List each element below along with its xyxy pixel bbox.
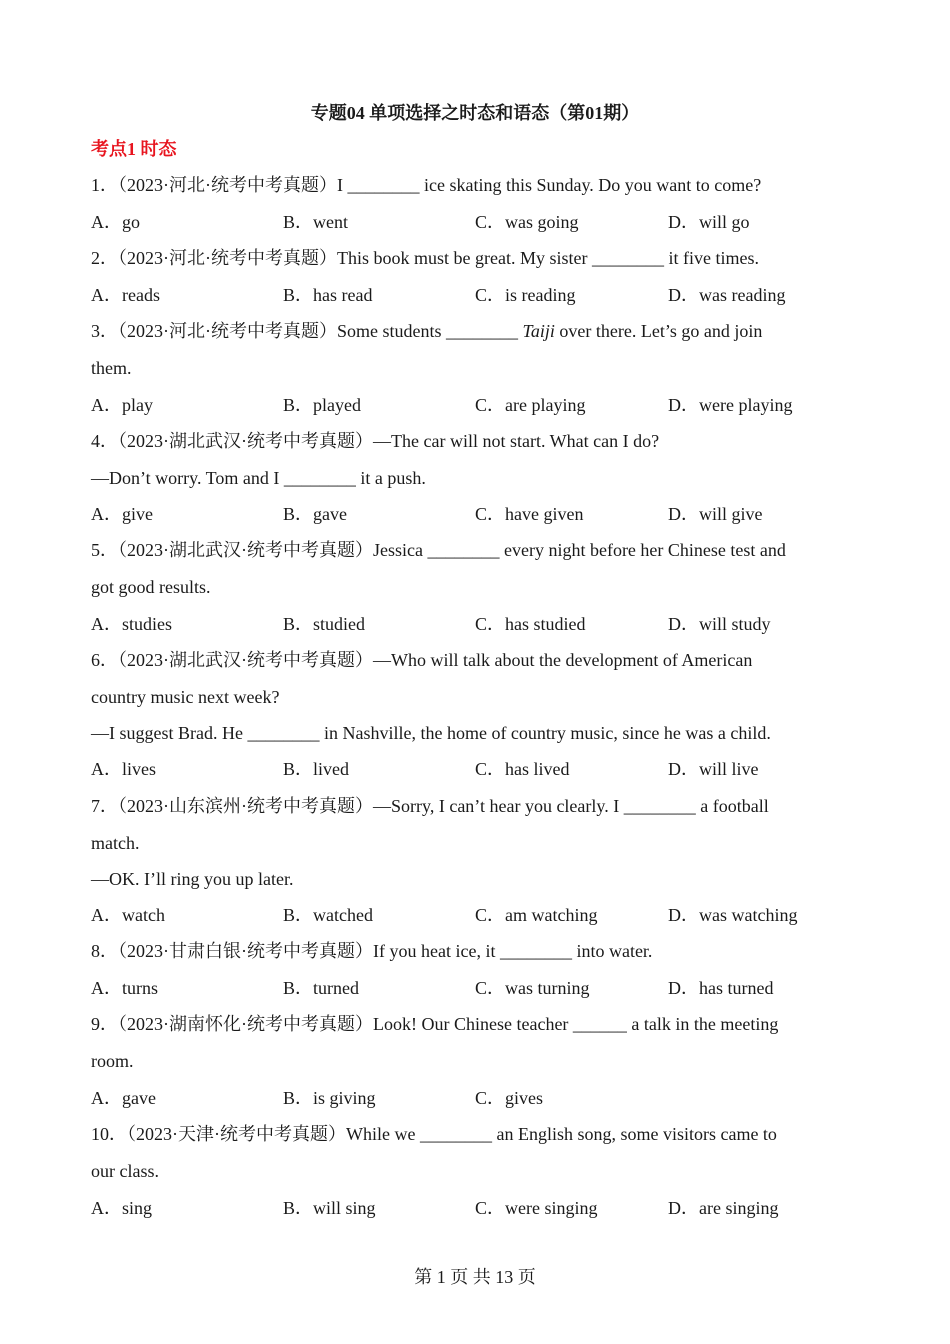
- option-a: A．reads: [91, 285, 160, 305]
- option-c: C．were singing: [475, 1198, 598, 1218]
- option-d: D．was reading: [668, 285, 786, 305]
- question-source: （2023·湖北武汉·统考中考真题）: [118, 431, 373, 451]
- page-title: 专题04 单项选择之时态和语态（第01期）: [310, 103, 640, 123]
- option-c: C．gives: [475, 1088, 544, 1108]
- option-b: B．lived: [283, 759, 349, 779]
- question-source: （2023·湖北武汉·统考中考真题）: [118, 540, 373, 560]
- question-text-continued: —OK. I’ll ring you up later.: [91, 869, 294, 889]
- question-number: 8．: [91, 941, 118, 961]
- question-8-stem: [91, 938, 652, 964]
- question-text-continued: country music next week?: [91, 687, 280, 707]
- option-a: A．play: [91, 395, 153, 415]
- option-d: D．was watching: [668, 905, 798, 925]
- question-6-stem: [91, 647, 752, 673]
- question-text: While we ________ an English song, some visitors came to: [346, 1124, 777, 1144]
- italic-term: Taiji: [522, 321, 555, 341]
- question-text-continued: match.: [91, 833, 140, 853]
- question-10-stem: [91, 1121, 777, 1147]
- option-b: B．has read: [283, 285, 373, 305]
- question-number: 4．: [91, 431, 118, 451]
- question-number: 5．: [91, 540, 118, 560]
- option-c: C．have given: [475, 504, 584, 524]
- option-a: A．studies: [91, 614, 172, 634]
- question-text: Look! Our Chinese teacher ______ a talk in the meeting: [373, 1014, 779, 1034]
- option-d: D．are singing: [668, 1198, 779, 1218]
- question-text-continued: got good results.: [91, 577, 211, 597]
- option-c: C．am watching: [475, 905, 598, 925]
- option-d: D．has turned: [668, 978, 774, 998]
- question-text: —Who will talk about the development of American: [373, 650, 753, 670]
- option-d: D．will give: [668, 504, 763, 524]
- option-a: A．sing: [91, 1198, 153, 1218]
- option-b: B．will sing: [283, 1198, 376, 1218]
- question-source: （2023·河北·统考中考真题）: [118, 175, 337, 195]
- question-text-continued: —Don’t worry. Tom and I ________ it a push.: [91, 468, 426, 488]
- question-1-stem: [91, 172, 761, 198]
- question-source: （2023·湖南怀化·统考中考真题）: [118, 1014, 373, 1034]
- question-text-continued: —I suggest Brad. He ________ in Nashville, the home of country music, since he was a child.: [91, 723, 771, 743]
- question-text: If you heat ice, it ________ into water.: [373, 941, 653, 961]
- option-c: C．was turning: [475, 978, 590, 998]
- option-a: A．turns: [91, 978, 158, 998]
- question-source: （2023·河北·统考中考真题）: [118, 248, 337, 268]
- question-text-continued: them.: [91, 358, 132, 378]
- question-text-continued: our class.: [91, 1161, 159, 1181]
- question-number: 9．: [91, 1014, 118, 1034]
- question-3-stem: [91, 318, 762, 344]
- option-b: B．gave: [283, 504, 347, 524]
- question-2-stem: [91, 245, 759, 271]
- question-number: 6．: [91, 650, 118, 670]
- option-c: C．are playing: [475, 395, 586, 415]
- question-text: —Sorry, I can’t hear you clearly. I ________ a football: [373, 796, 769, 816]
- question-text: over there. Let’s go and join: [554, 321, 763, 341]
- question-text: —The car will not start. What can I do?: [373, 431, 660, 451]
- option-d: D．will study: [668, 614, 771, 634]
- question-text-continued: room.: [91, 1051, 134, 1071]
- option-a: A．give: [91, 504, 153, 524]
- option-c: C．has lived: [475, 759, 570, 779]
- question-source: （2023·湖北武汉·统考中考真题）: [118, 650, 373, 670]
- question-text: I ________ ice skating this Sunday. Do you want to come?: [337, 175, 762, 195]
- option-a: A．go: [91, 212, 140, 232]
- question-number: 7．: [91, 796, 118, 816]
- question-source: （2023·天津·统考中考真题）: [127, 1124, 346, 1144]
- question-number: 3．: [91, 321, 118, 341]
- question-source: （2023·河北·统考中考真题）: [118, 321, 337, 341]
- option-a: A．gave: [91, 1088, 156, 1108]
- option-b: B．played: [283, 395, 361, 415]
- question-number: 1．: [91, 175, 118, 195]
- option-d: D．were playing: [668, 395, 793, 415]
- option-c: C．has studied: [475, 614, 586, 634]
- option-d: D．will live: [668, 759, 759, 779]
- option-c: C．was going: [475, 212, 579, 232]
- option-b: B．turned: [283, 978, 359, 998]
- question-4-stem: [91, 428, 659, 454]
- option-a: A．lives: [91, 759, 156, 779]
- question-7-stem: [91, 793, 769, 819]
- question-text: This book must be great. My sister ________ it five times.: [337, 248, 759, 268]
- option-a: A．watch: [91, 905, 165, 925]
- question-text: Some students ________: [337, 321, 523, 341]
- option-b: B．watched: [283, 905, 373, 925]
- option-d: D．will go: [668, 212, 750, 232]
- option-c: C．is reading: [475, 285, 576, 305]
- question-number: 2．: [91, 248, 118, 268]
- section-heading: 考点1 时态: [91, 139, 177, 159]
- question-source: （2023·甘肃白银·统考中考真题）: [118, 941, 373, 961]
- question-text: Jessica ________ every night before her Chinese test and: [373, 540, 786, 560]
- option-b: B．went: [283, 212, 348, 232]
- option-b: B．studied: [283, 614, 366, 634]
- question-9-stem: [91, 1011, 778, 1037]
- question-number: 10．: [91, 1124, 127, 1144]
- option-b: B．is giving: [283, 1088, 376, 1108]
- page-footer: 第 1 页 共 13 页: [414, 1267, 536, 1287]
- question-source: （2023·山东滨州·统考中考真题）: [118, 796, 373, 816]
- question-5-stem: [91, 537, 786, 563]
